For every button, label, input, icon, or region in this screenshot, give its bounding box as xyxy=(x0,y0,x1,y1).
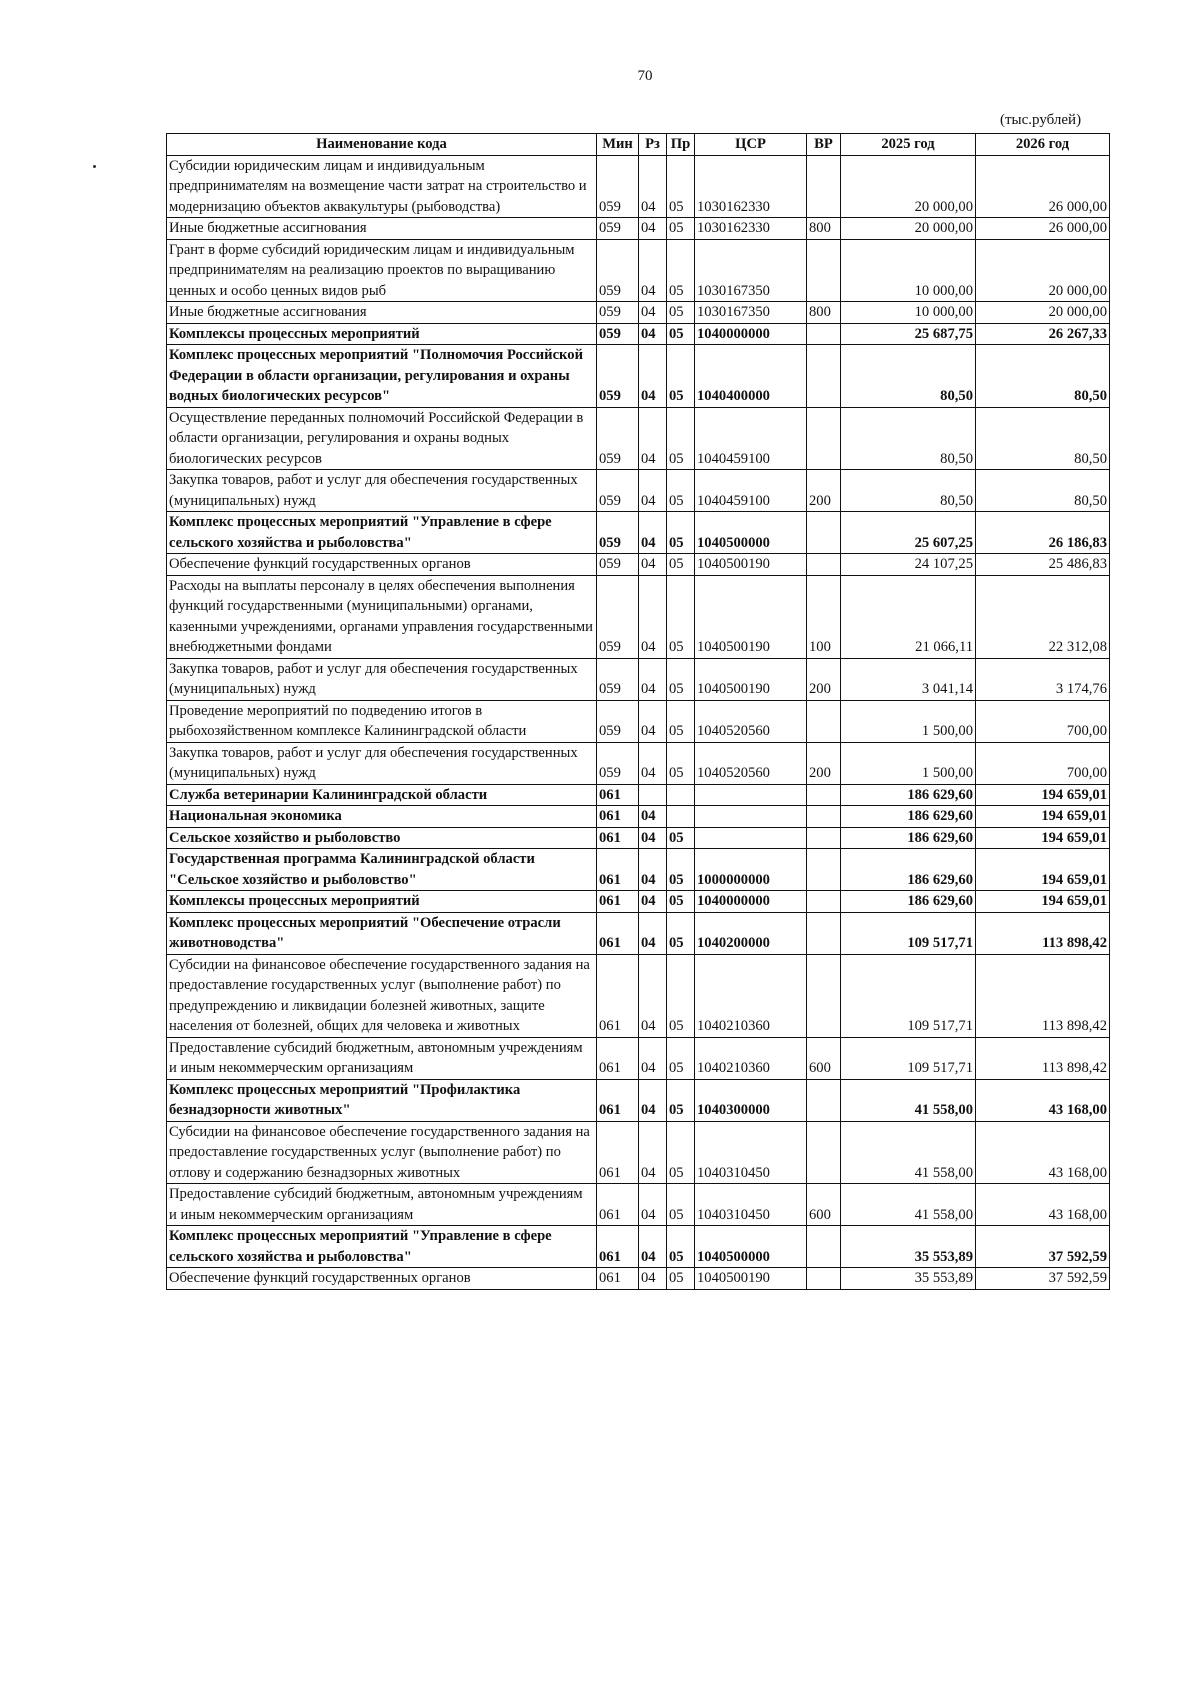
cell-name: Обеспечение функций государственных органов xyxy=(167,1268,597,1290)
cell-csr: 1040000000 xyxy=(695,891,807,913)
cell-y2026: 194 659,01 xyxy=(976,827,1110,849)
cell-csr: 1040300000 xyxy=(695,1079,807,1121)
cell-csr: 1040500190 xyxy=(695,658,807,700)
cell-y2025: 109 517,71 xyxy=(841,954,976,1037)
header-csr: ЦСР xyxy=(695,134,807,156)
header-rz: Рз xyxy=(639,134,667,156)
cell-y2026: 700,00 xyxy=(976,700,1110,742)
cell-rz: 04 xyxy=(639,954,667,1037)
cell-min: 061 xyxy=(597,1226,639,1268)
cell-y2026: 194 659,01 xyxy=(976,784,1110,806)
cell-vr xyxy=(807,554,841,576)
cell-rz: 04 xyxy=(639,912,667,954)
cell-rz: 04 xyxy=(639,1079,667,1121)
cell-name: Сельское хозяйство и рыболовство xyxy=(167,827,597,849)
cell-min: 059 xyxy=(597,742,639,784)
cell-rz: 04 xyxy=(639,1037,667,1079)
cell-name: Предоставление субсидий бюджетным, автономным учреждениям и иным некоммерческим организациям xyxy=(167,1037,597,1079)
cell-pr: 05 xyxy=(667,323,695,345)
cell-vr xyxy=(807,1268,841,1290)
cell-y2026: 26 000,00 xyxy=(976,155,1110,218)
cell-vr: 100 xyxy=(807,575,841,658)
table-row xyxy=(167,700,1110,742)
header-pr: Пр xyxy=(667,134,695,156)
cell-min: 061 xyxy=(597,827,639,849)
cell-vr: 200 xyxy=(807,470,841,512)
cell-pr: 05 xyxy=(667,155,695,218)
cell-name: Закупка товаров, работ и услуг для обеспечения государственных (муниципальных) нужд xyxy=(167,742,597,784)
table-row xyxy=(167,954,1110,1037)
cell-name: Обеспечение функций государственных органов xyxy=(167,554,597,576)
table-row xyxy=(167,849,1110,891)
cell-min: 059 xyxy=(597,700,639,742)
cell-name: Субсидии на финансовое обеспечение государственного задания на предоставление государственных услуг (выполнение работ) по предупреждению и ликвидации болезней животных, защите населения от болезней, общих для человека и животных xyxy=(167,954,597,1037)
cell-name: Грант в форме субсидий юридическим лицам и индивидуальным предпринимателям на реализацию проектов по выращиванию ценных и особо ценных видов рыб xyxy=(167,239,597,302)
cell-vr: 600 xyxy=(807,1037,841,1079)
cell-csr: 1040520560 xyxy=(695,742,807,784)
table-row xyxy=(167,345,1110,408)
cell-min: 059 xyxy=(597,239,639,302)
cell-pr: 05 xyxy=(667,1226,695,1268)
cell-y2026: 194 659,01 xyxy=(976,806,1110,828)
cell-pr: 05 xyxy=(667,1268,695,1290)
cell-vr: 800 xyxy=(807,302,841,324)
cell-vr xyxy=(807,323,841,345)
table-row xyxy=(167,1037,1110,1079)
cell-csr: 1030167350 xyxy=(695,239,807,302)
cell-y2026: 37 592,59 xyxy=(976,1268,1110,1290)
table-row xyxy=(167,1079,1110,1121)
cell-rz: 04 xyxy=(639,575,667,658)
cell-pr: 05 xyxy=(667,302,695,324)
cell-y2025: 10 000,00 xyxy=(841,302,976,324)
table-header xyxy=(167,134,1110,156)
cell-y2026: 80,50 xyxy=(976,345,1110,408)
cell-y2025: 186 629,60 xyxy=(841,849,976,891)
cell-min: 061 xyxy=(597,1184,639,1226)
table-row xyxy=(167,239,1110,302)
scan-dot xyxy=(93,165,96,168)
cell-pr: 05 xyxy=(667,1037,695,1079)
cell-vr xyxy=(807,1226,841,1268)
cell-vr xyxy=(807,827,841,849)
cell-name: Осуществление переданных полномочий Российской Федерации в области организации, регулирования и охраны водных биологических ресурсов xyxy=(167,407,597,470)
cell-y2026: 194 659,01 xyxy=(976,849,1110,891)
cell-rz: 04 xyxy=(639,302,667,324)
cell-pr: 05 xyxy=(667,470,695,512)
cell-y2026: 20 000,00 xyxy=(976,302,1110,324)
cell-name: Иные бюджетные ассигнования xyxy=(167,302,597,324)
cell-rz: 04 xyxy=(639,407,667,470)
cell-rz: 04 xyxy=(639,742,667,784)
cell-y2025: 20 000,00 xyxy=(841,218,976,240)
table-row xyxy=(167,407,1110,470)
cell-vr xyxy=(807,239,841,302)
cell-name: Комплекс процессных мероприятий "Управление в сфере сельского хозяйства и рыболовства" xyxy=(167,512,597,554)
cell-y2025: 80,50 xyxy=(841,345,976,408)
table-row xyxy=(167,1121,1110,1184)
cell-vr xyxy=(807,512,841,554)
cell-csr: 1040000000 xyxy=(695,323,807,345)
cell-rz: 04 xyxy=(639,849,667,891)
cell-pr: 05 xyxy=(667,742,695,784)
cell-name: Иные бюджетные ассигнования xyxy=(167,218,597,240)
cell-pr: 05 xyxy=(667,554,695,576)
cell-y2026: 113 898,42 xyxy=(976,1037,1110,1079)
cell-rz: 04 xyxy=(639,155,667,218)
table-row xyxy=(167,554,1110,576)
cell-pr: 05 xyxy=(667,512,695,554)
cell-y2025: 186 629,60 xyxy=(841,891,976,913)
cell-name: Проведение мероприятий по подведению итогов в рыбохозяйственном комплексе Калининградской области xyxy=(167,700,597,742)
cell-name: Субсидии на финансовое обеспечение государственного задания на предоставление государственных услуг (выполнение работ) по отлову и содержанию безнадзорных животных xyxy=(167,1121,597,1184)
cell-min: 061 xyxy=(597,1121,639,1184)
table-row xyxy=(167,302,1110,324)
cell-vr xyxy=(807,1079,841,1121)
cell-min: 059 xyxy=(597,575,639,658)
table-row xyxy=(167,470,1110,512)
cell-min: 061 xyxy=(597,849,639,891)
cell-csr: 1040500190 xyxy=(695,1268,807,1290)
cell-vr: 200 xyxy=(807,658,841,700)
cell-name: Служба ветеринарии Калининградской области xyxy=(167,784,597,806)
cell-vr xyxy=(807,700,841,742)
cell-min: 059 xyxy=(597,658,639,700)
cell-min: 059 xyxy=(597,470,639,512)
cell-pr: 05 xyxy=(667,891,695,913)
cell-min: 061 xyxy=(597,1079,639,1121)
cell-name: Субсидии юридическим лицам и индивидуальным предпринимателям на возмещение части затрат на строительство и модернизацию объектов аквакультуры (рыбоводства) xyxy=(167,155,597,218)
table-row xyxy=(167,575,1110,658)
cell-y2025: 21 066,11 xyxy=(841,575,976,658)
cell-csr: 1030162330 xyxy=(695,155,807,218)
cell-pr: 05 xyxy=(667,1079,695,1121)
cell-pr: 05 xyxy=(667,218,695,240)
cell-pr: 05 xyxy=(667,700,695,742)
cell-csr: 1000000000 xyxy=(695,849,807,891)
cell-vr: 600 xyxy=(807,1184,841,1226)
cell-csr: 1040310450 xyxy=(695,1184,807,1226)
cell-rz: 04 xyxy=(639,239,667,302)
cell-y2025: 35 553,89 xyxy=(841,1268,976,1290)
cell-y2025: 24 107,25 xyxy=(841,554,976,576)
cell-min: 059 xyxy=(597,155,639,218)
header-2025: 2025 год xyxy=(841,134,976,156)
cell-csr: 1040520560 xyxy=(695,700,807,742)
cell-y2025: 10 000,00 xyxy=(841,239,976,302)
cell-y2025: 1 500,00 xyxy=(841,700,976,742)
units-label: (тыс.рублей) xyxy=(1000,112,1082,128)
cell-pr: 05 xyxy=(667,912,695,954)
cell-rz: 04 xyxy=(639,1184,667,1226)
cell-pr: 05 xyxy=(667,1184,695,1226)
table-row xyxy=(167,155,1110,218)
cell-y2025: 186 629,60 xyxy=(841,784,976,806)
cell-csr: 1030162330 xyxy=(695,218,807,240)
cell-csr: 1040500000 xyxy=(695,1226,807,1268)
cell-vr xyxy=(807,954,841,1037)
cell-pr: 05 xyxy=(667,1121,695,1184)
cell-y2025: 186 629,60 xyxy=(841,827,976,849)
cell-y2025: 41 558,00 xyxy=(841,1121,976,1184)
cell-pr: 05 xyxy=(667,658,695,700)
cell-y2025: 41 558,00 xyxy=(841,1079,976,1121)
cell-rz: 04 xyxy=(639,218,667,240)
cell-name: Предоставление субсидий бюджетным, автономным учреждениям и иным некоммерческим организациям xyxy=(167,1184,597,1226)
cell-y2026: 22 312,08 xyxy=(976,575,1110,658)
cell-pr: 05 xyxy=(667,345,695,408)
cell-rz: 04 xyxy=(639,512,667,554)
cell-y2026: 194 659,01 xyxy=(976,891,1110,913)
cell-min: 061 xyxy=(597,1037,639,1079)
cell-rz: 04 xyxy=(639,1268,667,1290)
cell-y2026: 25 486,83 xyxy=(976,554,1110,576)
cell-csr: 1040210360 xyxy=(695,954,807,1037)
cell-min: 059 xyxy=(597,218,639,240)
cell-vr xyxy=(807,806,841,828)
cell-csr xyxy=(695,827,807,849)
cell-rz: 04 xyxy=(639,1226,667,1268)
table-row xyxy=(167,912,1110,954)
cell-y2025: 35 553,89 xyxy=(841,1226,976,1268)
cell-csr: 1030167350 xyxy=(695,302,807,324)
cell-csr: 1040500000 xyxy=(695,512,807,554)
cell-name: Комплекс процессных мероприятий "Управление в сфере сельского хозяйства и рыболовства" xyxy=(167,1226,597,1268)
header-vr: ВР xyxy=(807,134,841,156)
cell-y2025: 25 607,25 xyxy=(841,512,976,554)
page-number: 70 xyxy=(637,68,653,84)
cell-rz xyxy=(639,784,667,806)
cell-name: Государственная программа Калининградской области "Сельское хозяйство и рыболовство" xyxy=(167,849,597,891)
table-row xyxy=(167,1184,1110,1226)
cell-y2026: 26 186,83 xyxy=(976,512,1110,554)
cell-y2026: 20 000,00 xyxy=(976,239,1110,302)
cell-vr xyxy=(807,155,841,218)
cell-name: Закупка товаров, работ и услуг для обеспечения государственных (муниципальных) нужд xyxy=(167,658,597,700)
cell-rz: 04 xyxy=(639,806,667,828)
cell-vr xyxy=(807,345,841,408)
cell-vr xyxy=(807,1121,841,1184)
table-row xyxy=(167,891,1110,913)
cell-csr: 1040459100 xyxy=(695,407,807,470)
cell-min: 061 xyxy=(597,912,639,954)
cell-csr: 1040210360 xyxy=(695,1037,807,1079)
cell-csr: 1040310450 xyxy=(695,1121,807,1184)
cell-y2025: 109 517,71 xyxy=(841,1037,976,1079)
cell-min: 061 xyxy=(597,954,639,1037)
cell-min: 061 xyxy=(597,1268,639,1290)
cell-vr xyxy=(807,784,841,806)
cell-y2026: 37 592,59 xyxy=(976,1226,1110,1268)
cell-rz: 04 xyxy=(639,827,667,849)
table-row xyxy=(167,1226,1110,1268)
header-row xyxy=(167,134,1110,156)
table-row xyxy=(167,1268,1110,1290)
cell-y2025: 1 500,00 xyxy=(841,742,976,784)
cell-pr xyxy=(667,784,695,806)
cell-vr xyxy=(807,912,841,954)
cell-pr: 05 xyxy=(667,849,695,891)
table-row xyxy=(167,323,1110,345)
cell-csr: 1040200000 xyxy=(695,912,807,954)
cell-rz: 04 xyxy=(639,345,667,408)
table-row xyxy=(167,218,1110,240)
cell-y2026: 43 168,00 xyxy=(976,1121,1110,1184)
cell-y2025: 25 687,75 xyxy=(841,323,976,345)
cell-min: 061 xyxy=(597,891,639,913)
cell-y2026: 80,50 xyxy=(976,407,1110,470)
cell-csr xyxy=(695,784,807,806)
cell-pr: 05 xyxy=(667,954,695,1037)
cell-y2026: 43 168,00 xyxy=(976,1184,1110,1226)
cell-min: 059 xyxy=(597,407,639,470)
cell-y2025: 80,50 xyxy=(841,407,976,470)
cell-vr xyxy=(807,891,841,913)
table-row xyxy=(167,784,1110,806)
cell-name: Комплекс процессных мероприятий "Обеспечение отрасли животноводства" xyxy=(167,912,597,954)
cell-name: Комплекс процессных мероприятий "Полномочия Российской Федерации в области организации, регулирования и охраны водных биологических ресурсов" xyxy=(167,345,597,408)
cell-rz: 04 xyxy=(639,554,667,576)
cell-rz: 04 xyxy=(639,1121,667,1184)
cell-pr: 05 xyxy=(667,575,695,658)
table-row xyxy=(167,742,1110,784)
cell-y2026: 43 168,00 xyxy=(976,1079,1110,1121)
cell-y2026: 26 000,00 xyxy=(976,218,1110,240)
header-name: Наименование кода xyxy=(167,134,597,156)
cell-name: Комплексы процессных мероприятий xyxy=(167,891,597,913)
cell-pr: 05 xyxy=(667,407,695,470)
cell-min: 059 xyxy=(597,554,639,576)
cell-csr: 1040459100 xyxy=(695,470,807,512)
cell-y2025: 80,50 xyxy=(841,470,976,512)
cell-csr xyxy=(695,806,807,828)
cell-name: Расходы на выплаты персоналу в целях обеспечения выполнения функций государственными (муниципальными) органами, казенными учреждениями, органами управления государственными внебюджетными фондами xyxy=(167,575,597,658)
cell-vr xyxy=(807,407,841,470)
cell-y2025: 41 558,00 xyxy=(841,1184,976,1226)
cell-min: 059 xyxy=(597,512,639,554)
header-min: Мин xyxy=(597,134,639,156)
cell-pr: 05 xyxy=(667,239,695,302)
cell-vr xyxy=(807,849,841,891)
cell-pr: 05 xyxy=(667,827,695,849)
cell-min: 061 xyxy=(597,806,639,828)
cell-y2025: 3 041,14 xyxy=(841,658,976,700)
cell-min: 059 xyxy=(597,302,639,324)
cell-y2026: 113 898,42 xyxy=(976,912,1110,954)
budget-table xyxy=(166,133,1110,1290)
table-row xyxy=(167,658,1110,700)
table-row xyxy=(167,827,1110,849)
table-body xyxy=(167,155,1110,1289)
cell-y2026: 80,50 xyxy=(976,470,1110,512)
cell-pr xyxy=(667,806,695,828)
cell-y2026: 113 898,42 xyxy=(976,954,1110,1037)
header-2026: 2026 год xyxy=(976,134,1110,156)
cell-csr: 1040400000 xyxy=(695,345,807,408)
cell-rz: 04 xyxy=(639,323,667,345)
cell-name: Комплексы процессных мероприятий xyxy=(167,323,597,345)
cell-min: 059 xyxy=(597,323,639,345)
cell-rz: 04 xyxy=(639,470,667,512)
cell-min: 061 xyxy=(597,784,639,806)
cell-y2025: 20 000,00 xyxy=(841,155,976,218)
cell-rz: 04 xyxy=(639,891,667,913)
cell-rz: 04 xyxy=(639,700,667,742)
cell-csr: 1040500190 xyxy=(695,554,807,576)
cell-y2026: 700,00 xyxy=(976,742,1110,784)
cell-name: Национальная экономика xyxy=(167,806,597,828)
cell-csr: 1040500190 xyxy=(695,575,807,658)
cell-name: Комплекс процессных мероприятий "Профилактика безнадзорности животных" xyxy=(167,1079,597,1121)
cell-y2025: 109 517,71 xyxy=(841,912,976,954)
cell-y2025: 186 629,60 xyxy=(841,806,976,828)
cell-vr: 200 xyxy=(807,742,841,784)
cell-vr: 800 xyxy=(807,218,841,240)
cell-min: 059 xyxy=(597,345,639,408)
cell-y2026: 3 174,76 xyxy=(976,658,1110,700)
cell-name: Закупка товаров, работ и услуг для обеспечения государственных (муниципальных) нужд xyxy=(167,470,597,512)
cell-rz: 04 xyxy=(639,658,667,700)
cell-y2026: 26 267,33 xyxy=(976,323,1110,345)
table-row xyxy=(167,512,1110,554)
table-row xyxy=(167,806,1110,828)
